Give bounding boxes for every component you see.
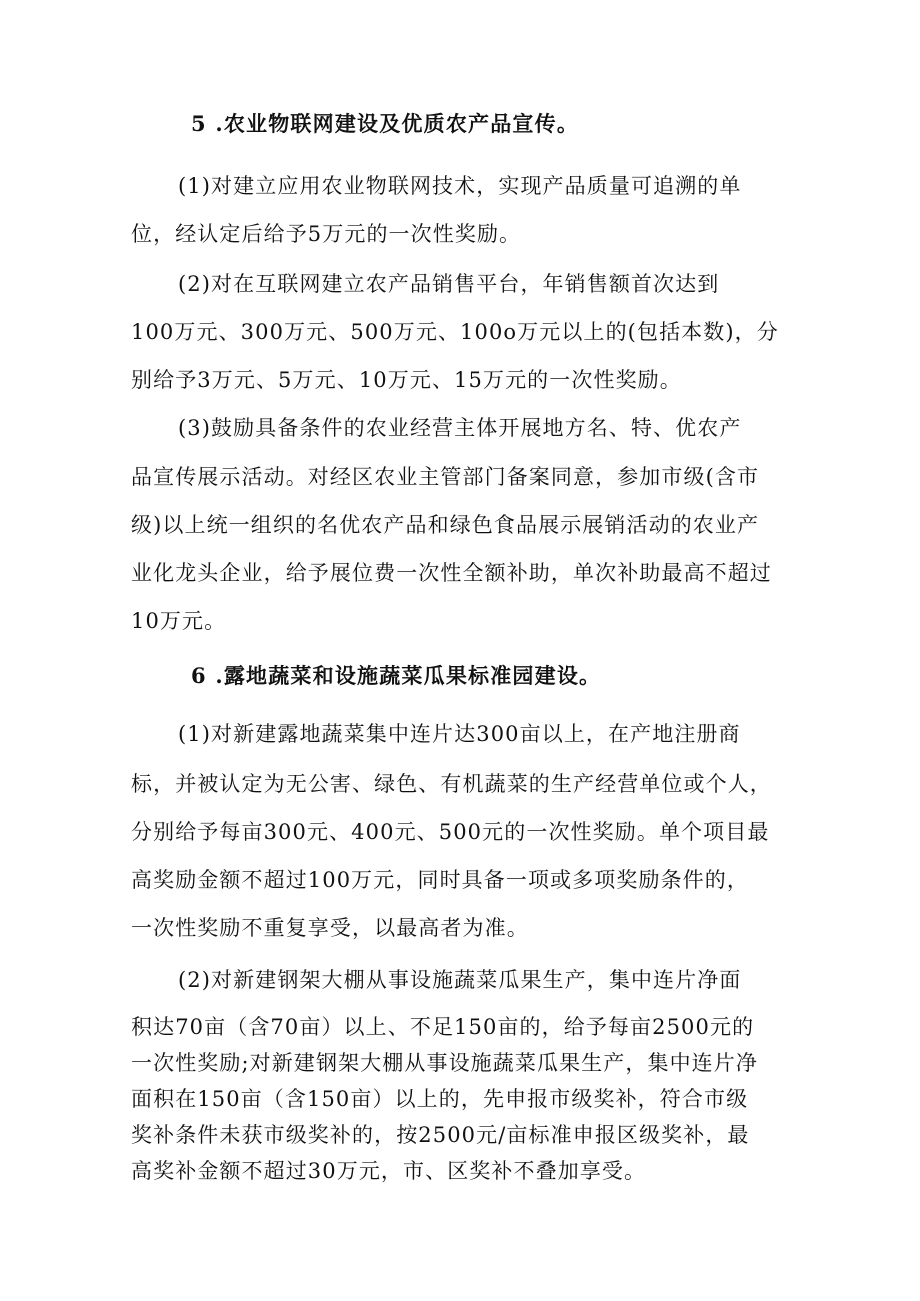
s5-item3-line5: 10万元。: [131, 609, 227, 633]
s6-item1-line1: (1)对新建露地蔬菜集中连片达300亩以上，在产地注册商: [178, 722, 741, 746]
s5-item3-line1: (3)鼓励具备条件的农业经营主体开展地方名、特、优农产: [178, 416, 742, 440]
s6-item2-line1: (2)对新建钢架大棚从事设施蔬菜瓜果生产，集中连片净面: [178, 968, 742, 992]
s6-item2-line4: 面积在150亩（含150亩）以上的，先申报市级奖补，符合市级: [131, 1087, 749, 1111]
s5-item2-line1: (2)对在互联网建立农产品销售平台，年销售额首次达到: [178, 272, 720, 296]
s6-item2-line6: 高奖补金额不超过30万元，市、区奖补不叠加享受。: [131, 1159, 647, 1183]
s6-item2-line5: 奖补条件未获市级奖补的，按2500元/亩标准申报区级奖补，最: [131, 1123, 750, 1147]
s5-item2-line2: 100万元、300万元、500万元、100o万元以上的(包括本数)，分: [131, 320, 779, 344]
s5-item1-line1: (1)对建立应用农业物联网技术，实现产品质量可追溯的单: [178, 174, 742, 198]
s6-item1-line5: 一次性奖励不重复享受，以最高者为准。: [131, 916, 529, 940]
s5-item3-line3: 级)以上统一组织的名优农产品和绿色食品展示展销活动的农业产: [131, 513, 760, 537]
s6-item1-line2: 标，并被认定为无公害、绿色、有机蔬菜的生产经营单位或个人，: [131, 772, 772, 796]
s5-item1-line2: 位，经认定后给予5万元的一次性奖励。: [131, 222, 522, 246]
s5-item3-line4: 业化龙头企业，给予展位费一次性全额补助，单次补助最高不超过: [131, 561, 772, 585]
section-5-heading: 5 .农业物联网建设及优质农产品宣传。: [191, 111, 580, 136]
s5-item2-line3: 别给予3万元、5万元、10万元、15万元的一次性奖励。: [131, 368, 682, 392]
s6-item1-line3: 分别给予每亩300元、400元、500元的一次性奖励。单个项目最: [131, 820, 770, 844]
s6-item2-line2: 积达70亩（含70亩）以上、不足150亩的，给予每亩2500元的: [131, 1015, 755, 1039]
s6-item2-line3: 一次性奖励;对新建钢架大棚从事设施蔬菜瓜果生产，集中连片净: [131, 1051, 758, 1075]
section-6-heading: 6 .露地蔬菜和设施蔬菜瓜果标准园建设。: [191, 663, 602, 688]
s5-item3-line2: 品宣传展示活动。对经区农业主管部门备案同意，参加市级(含市: [131, 465, 760, 489]
s6-item1-line4: 高奖励金额不超过100万元，同时具备一项或多项奖励条件的，: [131, 868, 749, 892]
